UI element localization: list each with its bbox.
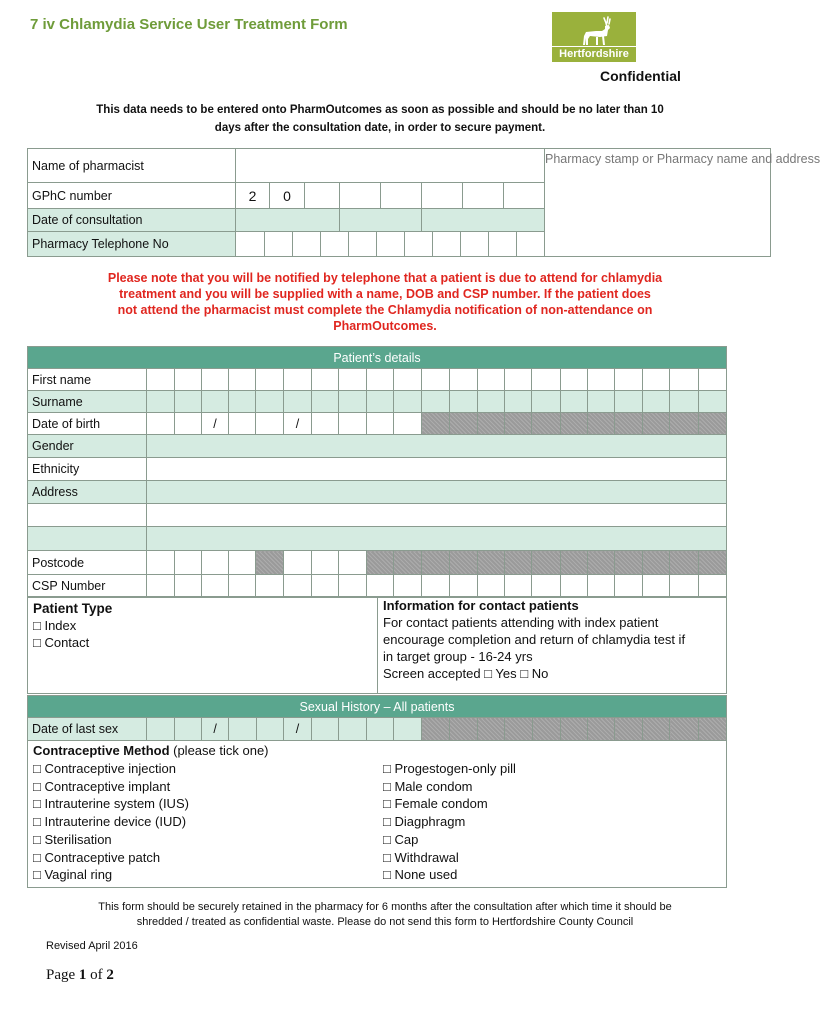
date-separator: / bbox=[283, 718, 311, 741]
gphc-digit[interactable] bbox=[340, 183, 381, 209]
surname-cell[interactable] bbox=[174, 391, 201, 413]
notice-line: Please note that you will be notified by telephone that a patient is due to attend for chlamydia bbox=[107, 271, 663, 285]
contraceptive-option[interactable]: □ Vaginal ring bbox=[33, 867, 113, 883]
contact-checkbox[interactable]: □ Contact bbox=[33, 635, 90, 650]
contraceptive-right-list bbox=[383, 760, 516, 884]
last-sex-cell[interactable] bbox=[366, 718, 393, 741]
last-sex-cell[interactable] bbox=[394, 718, 422, 741]
postcode-gap bbox=[256, 551, 283, 575]
disabled-cell bbox=[422, 551, 449, 575]
postcode-cell[interactable] bbox=[147, 551, 174, 575]
page-of: of bbox=[86, 967, 107, 983]
surname-cell[interactable] bbox=[615, 391, 642, 413]
disabled-cell bbox=[477, 551, 504, 575]
first-name-cell[interactable] bbox=[699, 369, 727, 391]
dob-separator: / bbox=[283, 413, 311, 435]
contraceptive-option[interactable]: □ Progestogen-only pill bbox=[383, 761, 516, 776]
surname-cell[interactable] bbox=[312, 391, 339, 413]
first-name-cell[interactable] bbox=[477, 369, 504, 391]
page-total: 2 bbox=[106, 967, 114, 983]
phone-digit[interactable] bbox=[404, 232, 432, 256]
consultation-day-field[interactable] bbox=[236, 209, 340, 232]
first-name-cell[interactable] bbox=[669, 369, 698, 391]
surname-cell[interactable] bbox=[256, 391, 283, 413]
gphc-digit[interactable] bbox=[422, 183, 463, 209]
contraceptive-option[interactable]: □ Sterilisation bbox=[33, 831, 112, 847]
stamp-label: Pharmacy stamp or Pharmacy name and address bbox=[545, 152, 820, 166]
phone-digit[interactable] bbox=[264, 232, 292, 256]
dob-cell[interactable] bbox=[393, 413, 421, 435]
csp-cell[interactable] bbox=[532, 575, 560, 598]
pharmacy-phone-label: Pharmacy Telephone No bbox=[28, 232, 236, 257]
intro-line: This data needs to be entered onto PharmOutcomes as soon as possible and should be no later than 10 bbox=[96, 104, 664, 116]
csp-cell[interactable] bbox=[699, 575, 727, 598]
gphc-digit[interactable] bbox=[305, 183, 340, 209]
contraceptive-option[interactable]: □ Contraceptive implant bbox=[33, 778, 171, 794]
phone-digit[interactable] bbox=[460, 232, 488, 256]
first-name-cell[interactable] bbox=[147, 369, 174, 391]
first-name-cell[interactable] bbox=[532, 369, 560, 391]
footer-line: This form should be securely retained in the pharmacy for 6 months after the consultation after which time it should be bbox=[98, 901, 672, 913]
contraceptive-option[interactable]: □ None used bbox=[383, 867, 458, 883]
surname-cell[interactable] bbox=[699, 391, 727, 413]
disabled-cell bbox=[532, 413, 560, 435]
contact-info-title: Information for contact patients bbox=[383, 598, 579, 613]
first-name-cell[interactable] bbox=[256, 369, 283, 391]
disabled-cell bbox=[642, 718, 669, 741]
disabled-cell bbox=[615, 718, 642, 741]
disabled-cell bbox=[366, 551, 393, 575]
csp-cell[interactable] bbox=[449, 575, 477, 598]
csp-cell[interactable] bbox=[229, 575, 256, 598]
contraceptive-title-rest: (please tick one) bbox=[169, 743, 269, 758]
csp-number-label: CSP Number bbox=[28, 575, 147, 598]
postcode-cell[interactable] bbox=[174, 551, 201, 575]
intro-text bbox=[40, 101, 720, 137]
gender-label: Gender bbox=[28, 435, 147, 458]
retention-notice bbox=[30, 900, 740, 930]
csp-cell[interactable] bbox=[256, 575, 283, 598]
surname-cell[interactable] bbox=[422, 391, 449, 413]
surname-cell[interactable] bbox=[366, 391, 393, 413]
surname-cell[interactable] bbox=[393, 391, 421, 413]
notice-line: PharmOutcomes. bbox=[333, 319, 437, 333]
pharmacist-name-field[interactable] bbox=[236, 149, 545, 183]
gphc-digit[interactable]: 0 bbox=[270, 183, 305, 209]
pharmacist-table bbox=[27, 148, 820, 257]
contraceptive-option[interactable]: □ Contraceptive patch bbox=[33, 849, 161, 865]
first-name-cell[interactable] bbox=[201, 369, 228, 391]
contact-info-section bbox=[383, 597, 685, 682]
first-name-cell[interactable] bbox=[449, 369, 477, 391]
contraceptive-option[interactable]: □ Contraceptive injection bbox=[33, 761, 176, 776]
first-name-cell[interactable] bbox=[339, 369, 366, 391]
notice-line: treatment and you will be supplied with a name, DOB and CSP number. If the patient does bbox=[119, 287, 651, 301]
deer-icon bbox=[552, 14, 636, 48]
gender-field[interactable] bbox=[147, 435, 727, 458]
csp-cell[interactable] bbox=[422, 575, 449, 598]
disabled-cell bbox=[560, 413, 587, 435]
surname-cell[interactable] bbox=[201, 391, 228, 413]
last-sex-cell[interactable] bbox=[174, 718, 201, 741]
consultation-year-field[interactable] bbox=[422, 209, 545, 232]
dob-separator: / bbox=[201, 413, 228, 435]
first-name-label: First name bbox=[28, 369, 147, 391]
csp-cell[interactable] bbox=[283, 575, 311, 598]
first-name-cell[interactable] bbox=[422, 369, 449, 391]
contraceptive-option[interactable]: □ Diagphragm bbox=[383, 814, 466, 830]
disabled-cell bbox=[642, 413, 669, 435]
disabled-cell bbox=[505, 413, 532, 435]
phone-digit[interactable] bbox=[432, 232, 460, 256]
patient-type-title: Patient Type bbox=[33, 601, 113, 616]
page-number bbox=[46, 967, 114, 984]
dob-label: Date of birth bbox=[28, 413, 147, 435]
first-name-cell[interactable] bbox=[588, 369, 615, 391]
disabled-cell bbox=[642, 551, 669, 575]
date-separator: / bbox=[201, 718, 228, 741]
contraceptive-option[interactable]: □ Withdrawal bbox=[383, 849, 459, 865]
gphc-digit[interactable] bbox=[504, 183, 545, 209]
sexual-history-table bbox=[27, 695, 727, 741]
disabled-cell bbox=[422, 718, 449, 741]
disabled-cell bbox=[699, 551, 727, 575]
csp-cell[interactable] bbox=[477, 575, 504, 598]
contraceptive-option[interactable]: □ Cap bbox=[383, 831, 419, 847]
dob-cell[interactable] bbox=[366, 413, 393, 435]
disabled-cell bbox=[422, 413, 449, 435]
csp-cell[interactable] bbox=[588, 575, 615, 598]
ethnicity-field[interactable] bbox=[147, 458, 727, 481]
phone-digit[interactable] bbox=[348, 232, 376, 256]
phone-digit[interactable] bbox=[516, 232, 544, 256]
gphc-digit[interactable] bbox=[381, 183, 422, 209]
csp-cell[interactable] bbox=[312, 575, 339, 598]
surname-cell[interactable] bbox=[505, 391, 532, 413]
csp-cell[interactable] bbox=[147, 575, 174, 598]
disabled-cell bbox=[505, 551, 532, 575]
dob-cell[interactable] bbox=[174, 413, 201, 435]
disabled-cell bbox=[505, 718, 532, 741]
last-sex-label: Date of last sex bbox=[28, 718, 147, 741]
csp-cell[interactable] bbox=[615, 575, 642, 598]
surname-cell[interactable] bbox=[642, 391, 669, 413]
first-name-cell[interactable] bbox=[283, 369, 311, 391]
csp-cell[interactable] bbox=[642, 575, 669, 598]
surname-cell[interactable] bbox=[449, 391, 477, 413]
contraceptive-title-bold: Contraceptive Method bbox=[33, 743, 170, 758]
surname-cell[interactable] bbox=[283, 391, 311, 413]
csp-cell[interactable] bbox=[560, 575, 587, 598]
disabled-cell bbox=[477, 718, 504, 741]
last-sex-cell[interactable] bbox=[256, 718, 283, 741]
phone-digit[interactable] bbox=[236, 232, 264, 256]
patient-type-divider bbox=[377, 596, 378, 694]
dob-cell[interactable] bbox=[312, 413, 339, 435]
csp-cell[interactable] bbox=[366, 575, 393, 598]
phone-digits bbox=[236, 232, 544, 256]
ethnicity-label: Ethnicity bbox=[28, 458, 147, 481]
postcode-cell[interactable] bbox=[339, 551, 366, 575]
patient-details-heading: Patient’s details bbox=[28, 347, 727, 369]
phone-digit[interactable] bbox=[292, 232, 320, 256]
disabled-cell bbox=[532, 718, 560, 741]
first-name-cell[interactable] bbox=[505, 369, 532, 391]
first-name-cell[interactable] bbox=[174, 369, 201, 391]
notice-line: not attend the pharmacist must complete the Chlamydia notification of non-attendance on bbox=[117, 303, 653, 317]
disabled-cell bbox=[449, 413, 477, 435]
dob-cell[interactable] bbox=[229, 413, 256, 435]
contraceptive-option[interactable]: □ Female condom bbox=[383, 796, 488, 812]
disabled-cell bbox=[532, 551, 560, 575]
form-title: 7 iv Chlamydia Service User Treatment Form bbox=[30, 16, 348, 33]
last-sex-cell[interactable] bbox=[147, 718, 174, 741]
first-name-cell[interactable] bbox=[560, 369, 587, 391]
last-sex-cell[interactable] bbox=[339, 718, 366, 741]
contraceptive-option[interactable]: □ Male condom bbox=[383, 778, 473, 794]
first-name-cell[interactable] bbox=[642, 369, 669, 391]
first-name-cell[interactable] bbox=[393, 369, 421, 391]
csp-cell[interactable] bbox=[505, 575, 532, 598]
csp-cell[interactable] bbox=[201, 575, 228, 598]
postcode-cell[interactable] bbox=[229, 551, 256, 575]
address-label-spacer bbox=[28, 504, 147, 527]
patient-type-section bbox=[33, 600, 112, 651]
csp-cell[interactable] bbox=[174, 575, 201, 598]
disabled-cell bbox=[449, 551, 477, 575]
first-name-cell[interactable] bbox=[229, 369, 256, 391]
attendance-notice bbox=[40, 270, 730, 334]
surname-cell[interactable] bbox=[147, 391, 174, 413]
postcode-cell[interactable] bbox=[312, 551, 339, 575]
disabled-cell bbox=[670, 718, 699, 741]
page-current: 1 bbox=[78, 967, 87, 983]
disabled-cell bbox=[615, 413, 642, 435]
address-label: Address bbox=[28, 481, 147, 504]
first-name-cell[interactable] bbox=[615, 369, 642, 391]
disabled-cell bbox=[669, 413, 698, 435]
disabled-cell bbox=[449, 718, 477, 741]
index-checkbox[interactable]: □ Index bbox=[33, 618, 77, 633]
postcode-cell[interactable] bbox=[283, 551, 311, 575]
pharmacy-stamp-area[interactable] bbox=[545, 149, 820, 257]
gphc-label: GPhC number bbox=[28, 183, 236, 209]
confidential-label: Confidential bbox=[600, 68, 681, 84]
surname-cell[interactable] bbox=[339, 391, 366, 413]
csp-cell[interactable] bbox=[339, 575, 366, 598]
footer-line: shredded / treated as confidential waste. Please do not send this form to Hertfordshire County Council bbox=[136, 916, 634, 928]
address-line-2[interactable] bbox=[147, 504, 727, 527]
sexual-history-heading: Sexual History – All patients bbox=[28, 696, 727, 718]
logo-text: Hertfordshire bbox=[552, 46, 636, 60]
surname-cell[interactable] bbox=[229, 391, 256, 413]
contact-info-line: encourage completion and return of chlamydia test if bbox=[383, 632, 686, 647]
disabled-cell bbox=[393, 551, 421, 575]
phone-digit[interactable] bbox=[320, 232, 348, 256]
disabled-cell bbox=[588, 718, 615, 741]
surname-cell[interactable] bbox=[669, 391, 698, 413]
disabled-cell bbox=[477, 413, 504, 435]
disabled-cell bbox=[588, 413, 615, 435]
contact-info-line: For contact patients attending with index patient bbox=[383, 615, 659, 630]
disabled-cell bbox=[560, 551, 587, 575]
page-prefix: Page bbox=[46, 967, 79, 983]
consultation-date-label: Date of consultation bbox=[28, 209, 236, 232]
contraceptive-option[interactable]: □ Intrauterine system (IUS) bbox=[33, 796, 189, 812]
contact-info-line: in target group - 16-24 yrs bbox=[383, 649, 533, 664]
disabled-cell bbox=[669, 551, 698, 575]
surname-cell[interactable] bbox=[588, 391, 615, 413]
gphc-digit[interactable]: 2 bbox=[236, 183, 270, 209]
dob-cell[interactable] bbox=[256, 413, 283, 435]
surname-cell[interactable] bbox=[477, 391, 504, 413]
surname-cell[interactable] bbox=[532, 391, 560, 413]
last-sex-cell[interactable] bbox=[229, 718, 256, 741]
contraceptive-title bbox=[33, 742, 723, 759]
phone-digit[interactable] bbox=[376, 232, 404, 256]
patient-details-table bbox=[27, 346, 727, 598]
contraceptive-left-list bbox=[33, 760, 189, 884]
contraceptive-option[interactable]: □ Intrauterine device (IUD) bbox=[33, 814, 187, 830]
first-name-cell[interactable] bbox=[312, 369, 339, 391]
phone-digit[interactable] bbox=[488, 232, 516, 256]
gphc-digit[interactable] bbox=[463, 183, 504, 209]
disabled-cell bbox=[560, 718, 587, 741]
intro-line: days after the consultation date, in order to secure payment. bbox=[214, 122, 546, 134]
csp-cell[interactable] bbox=[393, 575, 421, 598]
disabled-cell bbox=[588, 551, 615, 575]
postcode-label: Postcode bbox=[28, 551, 147, 575]
disabled-cell bbox=[615, 551, 642, 575]
csp-cell[interactable] bbox=[669, 575, 698, 598]
consultation-month-field[interactable] bbox=[340, 209, 422, 232]
surname-cell[interactable] bbox=[560, 391, 587, 413]
dob-cell[interactable] bbox=[147, 413, 174, 435]
revision-date: Revised April 2016 bbox=[46, 940, 138, 952]
dob-cell[interactable] bbox=[339, 413, 366, 435]
surname-label: Surname bbox=[28, 391, 147, 413]
postcode-cell[interactable] bbox=[201, 551, 228, 575]
disabled-cell bbox=[699, 413, 727, 435]
last-sex-cell[interactable] bbox=[312, 718, 339, 741]
screen-accepted-checkboxes[interactable]: Screen accepted □ Yes □ No bbox=[383, 666, 549, 681]
address-line-3[interactable] bbox=[147, 527, 727, 551]
pharmacist-name-label: Name of pharmacist bbox=[28, 149, 236, 183]
first-name-cell[interactable] bbox=[366, 369, 393, 391]
address-label-spacer bbox=[28, 527, 147, 551]
address-line-1[interactable] bbox=[147, 481, 727, 504]
disabled-cell bbox=[699, 718, 727, 741]
hertfordshire-logo bbox=[552, 12, 636, 62]
